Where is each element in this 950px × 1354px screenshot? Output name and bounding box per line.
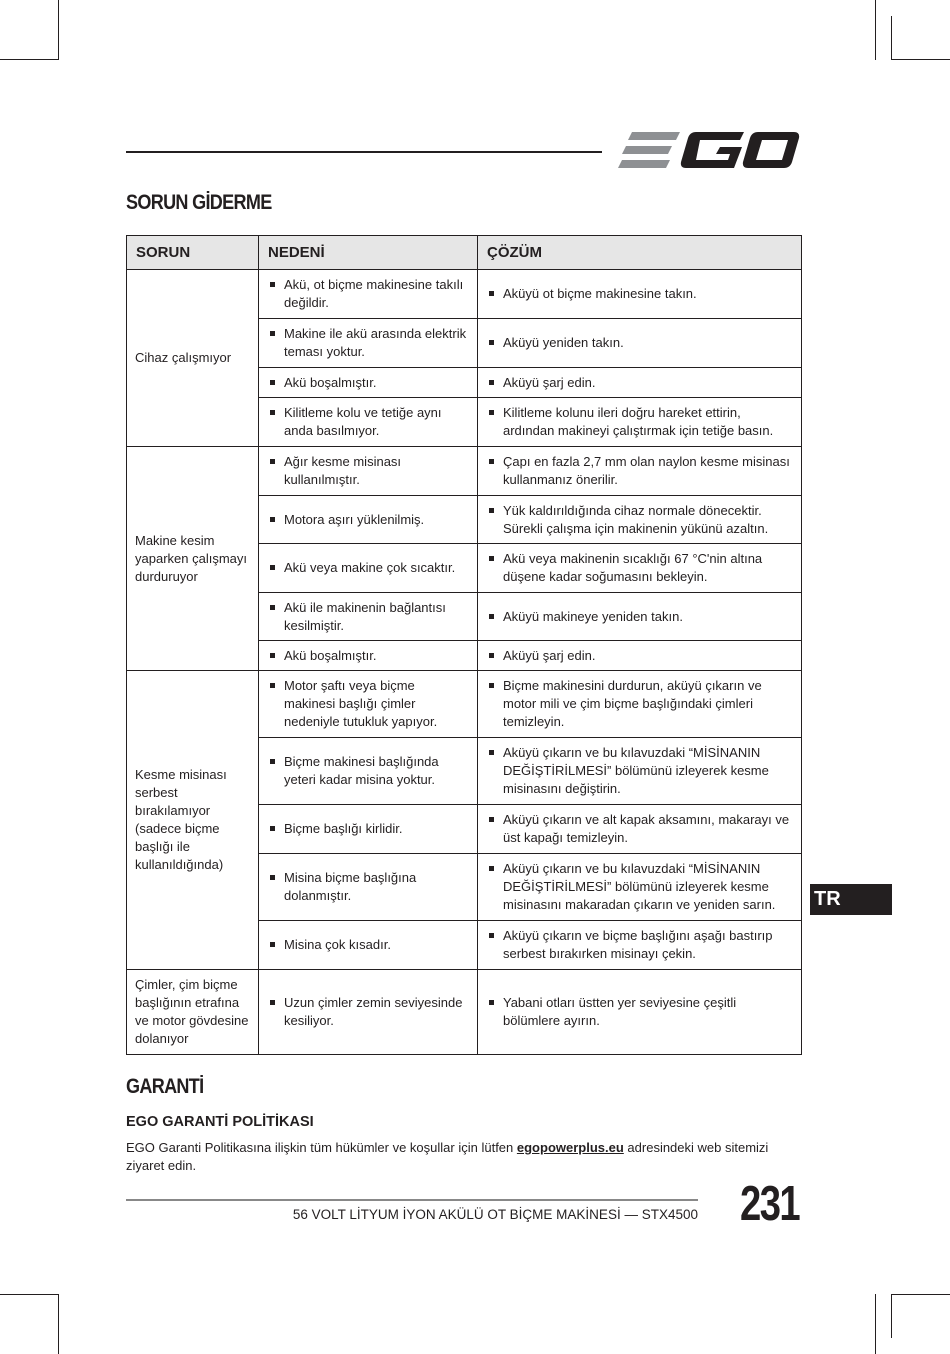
cause-cell: Akü veya makine çok sıcaktır. [259,544,478,593]
table-row [127,970,802,1055]
problem-cell: Çimler, çim biçme başlığının etrafına ve motor gövdesine dolanıyor [127,970,259,1055]
solution-cell: Aküyü şarj edin. [478,368,802,398]
cause-cell: Akü ile makinenin bağlantısı kesilmiştir. [259,593,478,641]
cause-cell: Misina çok kısadır. [259,921,478,970]
cause-cell: Makine ile akü arasında elektrik teması yoktur. [259,319,478,368]
solution-cell: Kilitleme kolunu ileri doğru hareket ettirin, ardından makineyi çalıştırmak için tetiğe basın. [478,398,802,447]
solution-cell: Aküyü ot biçme makinesine takın. [478,270,802,319]
bullet-icon [489,817,494,822]
bullet-icon [489,933,494,938]
bullet-icon [489,614,494,619]
solution-cell: Aküyü çıkarın ve alt kapak aksamını, makarayı ve üst kapağı temizleyin. [478,805,802,854]
cause-cell: Misina biçme başlığına dolanmıştır. [259,854,478,921]
bullet-icon [489,508,494,513]
bullet-icon [489,866,494,871]
column-header-solution: ÇÖZÜM [478,236,802,270]
bullet-icon [270,683,275,688]
bullet-icon [270,605,275,610]
bullet-icon [489,653,494,658]
bullet-icon [270,410,275,415]
cause-cell: Akü boşalmıştır. [259,368,478,398]
solution-cell: Çapı en fazla 2,7 mm olan naylon kesme misinası kullanmanız önerilir. [478,447,802,496]
solution-cell: Yabani otları üstten yer seviyesine çeşitli bölümlere ayırın. [478,970,802,1055]
column-header-problem: SORUN [127,236,259,270]
warranty-paragraph [126,1139,786,1175]
troubleshooting-title: SORUN GİDERME [126,191,272,214]
solution-cell: Aküyü makineye yeniden takın. [478,593,802,641]
bullet-icon [270,653,275,658]
solution-cell: Aküyü çıkarın ve bu kılavuzdaki “MİSİNANIN DEĞİŞTİRİLMESİ” bölümünü izleyerek kesme misinasını makaradan çıkarın ve yeniden sarın. [478,854,802,921]
bullet-icon [489,410,494,415]
problem-cell: Kesme misinası serbest bırakılamıyor (sadece biçme başlığı ile kullanıldığında) [127,671,259,970]
solution-cell: Akü veya makinenin sıcaklığı 67 °C'nin altına düşene kadar soğumasını bekleyin. [478,544,802,593]
problem-cell: Makine kesim yaparken çalışmayı durduruyor [127,447,259,671]
header-rule [126,151,602,153]
cause-cell: Ağır kesme misinası kullanılmıştır. [259,447,478,496]
language-tab: TR [810,884,892,915]
bullet-icon [270,565,275,570]
warranty-subtitle: EGO GARANTİ POLİTİKASI [126,1114,314,1130]
table-row [127,671,802,738]
bullet-icon [489,291,494,296]
warranty-text-after: adresindeki web sitemizi ziyaret edin. [126,1140,769,1173]
solution-cell: Aküyü şarj edin. [478,641,802,671]
bullet-icon [489,1000,494,1005]
column-header-cause: NEDENİ [259,236,478,270]
bullet-icon [489,683,494,688]
solution-cell: Yük kaldırıldığında cihaz normale dönecektir. Sürekli çalışma için makinenin yükünü azaltın. [478,496,802,544]
cause-cell: Biçme başlığı kirlidir. [259,805,478,854]
bullet-icon [270,1000,275,1005]
bullet-icon [270,282,275,287]
bullet-icon [489,556,494,561]
cause-cell: Motora aşırı yüklenilmiş. [259,496,478,544]
solution-cell: Biçme makinesini durdurun, aküyü çıkarın ve motor mili ve çim biçme başlığındaki çimleri temizleyin. [478,671,802,738]
bullet-icon [270,875,275,880]
bullet-icon [270,380,275,385]
bullet-icon [489,380,494,385]
bullet-icon [270,826,275,831]
page-number: 231 [740,1177,800,1231]
solution-cell: Aküyü yeniden takın. [478,319,802,368]
table-header-row [127,236,802,270]
problem-cell: Cihaz çalışmıyor [127,270,259,447]
footer-product-title: 56 VOLT LİTYUM İYON AKÜLÜ OT BİÇME MAKİNESİ — STX4500 [292,1207,698,1222]
cause-cell: Biçme makinesi başlığında yeteri kadar misina yoktur. [259,738,478,805]
bullet-icon [270,759,275,764]
troubleshooting-table [126,235,802,1055]
bullet-icon [270,331,275,336]
bullet-icon [489,459,494,464]
solution-cell: Aküyü çıkarın ve biçme başlığını aşağı bastırıp serbest bırakırken misinayı çekin. [478,921,802,970]
cause-cell: Akü boşalmıştır. [259,641,478,671]
cause-cell: Akü, ot biçme makinesine takılı değildir. [259,270,478,319]
ego-logo [618,130,800,170]
bullet-icon [270,942,275,947]
table-row [127,447,802,496]
warranty-text-before: EGO Garanti Politikasına ilişkin tüm hükümler ve koşullar için lütfen [126,1140,514,1155]
table-row [127,270,802,319]
cause-cell: Motor şaftı veya biçme makinesi başlığı çimler nedeniyle tutukluk yapıyor. [259,671,478,738]
bullet-icon [489,340,494,345]
footer-rule [126,1199,698,1201]
cause-cell: Kilitleme kolu ve tetiğe aynı anda basılmıyor. [259,398,478,447]
solution-cell: Aküyü çıkarın ve bu kılavuzdaki “MİSİNANIN DEĞİŞTİRİLMESİ” bölümünü izleyerek kesme misinasını değiştirin. [478,738,802,805]
cause-cell: Uzun çimler zemin seviyesinde kesiliyor. [259,970,478,1055]
warranty-link[interactable]: egopowerplus.eu [516,1140,624,1155]
bullet-icon [270,459,275,464]
warranty-title: GARANTİ [126,1075,204,1098]
bullet-icon [270,517,275,522]
bullet-icon [489,750,494,755]
